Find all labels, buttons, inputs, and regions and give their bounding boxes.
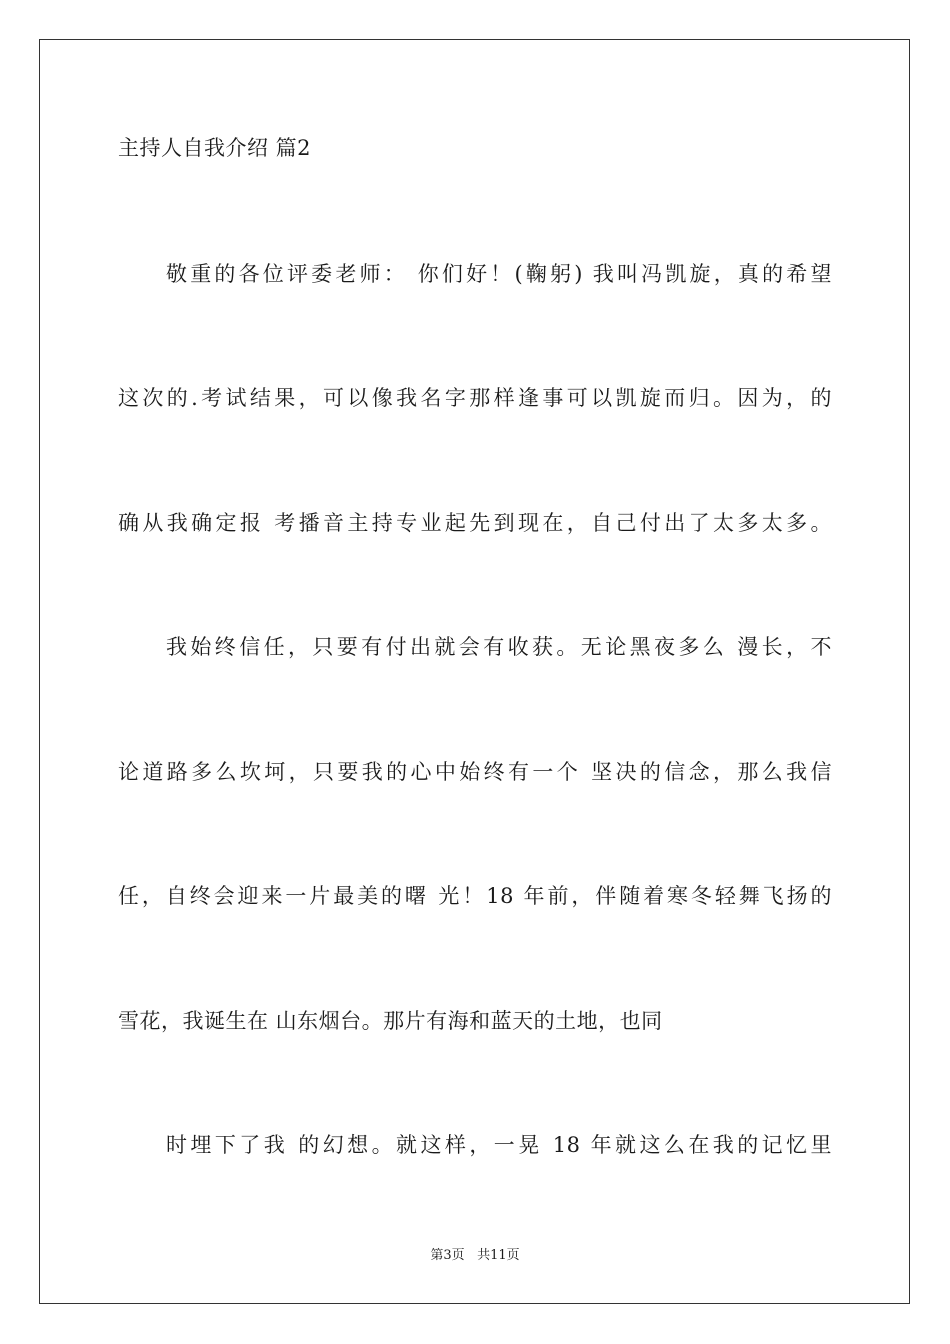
paragraph-line-3: 确从我确定报 考播音主持专业起先到现在，自己付出了太多太多。 <box>118 511 832 535</box>
paragraph-line-6: 任，自终会迎来一片最美的曙 光！18 年前，伴随着寒冬轻舞飞扬的 <box>118 884 832 908</box>
paragraph-line-5: 论道路多么坎坷，只要我的心中始终有一个 坚决的信念，那么我信 <box>118 760 832 784</box>
paragraph-line-4: 我始终信任，只要有付出就会有收获。无论黑夜多么 漫长，不 <box>166 635 832 659</box>
section-heading: 主持人自我介绍 篇2 <box>118 136 312 160</box>
page-border <box>39 39 910 1304</box>
paragraph-line-8: 时埋下了我 的幻想。就这样，一晃 18 年就这么在我的记忆里 <box>166 1133 832 1157</box>
paragraph-line-7: 雪花，我诞生在 山东烟台。那片有海和蓝天的土地，也同 <box>118 1009 663 1033</box>
page-total: 共11页 <box>477 1248 520 1263</box>
page-number: 第3页 <box>430 1248 465 1263</box>
page-footer <box>0 1247 950 1265</box>
paragraph-line-1: 敬重的各位评委老师： 你们好！(鞠躬) 我叫冯凯旋，真的希望 <box>166 262 832 286</box>
paragraph-line-2: 这次的.考试结果，可以像我名字那样逢事可以凯旋而归。因为，的 <box>118 386 832 410</box>
